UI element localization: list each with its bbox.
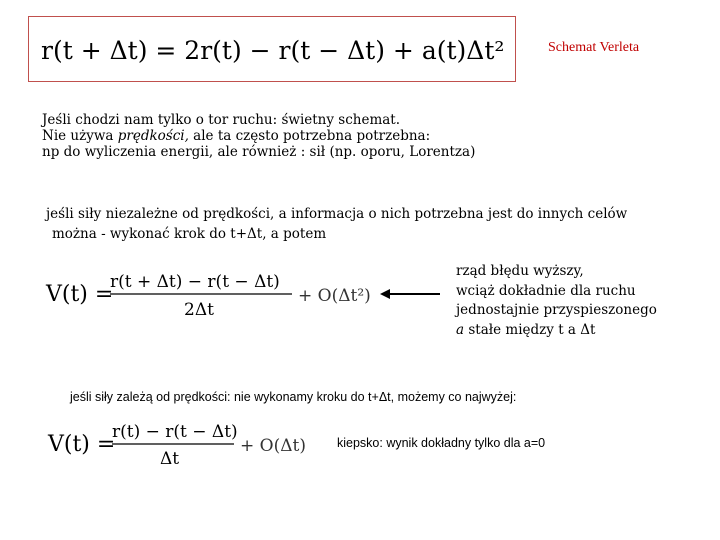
central-note-line-1: rząd błędu wyższy, <box>456 263 584 279</box>
velocity-line-1: jeśli siły niezależne od prędkości, a informacja o nich potrzebna jest do innych celów <box>46 206 628 222</box>
velocity-line-2: można - wykonać krok do t+Δt, a potem <box>52 226 327 242</box>
intro-line-1: Jeśli chodzi nam tylko o tor ruchu: świetny schemat. <box>42 112 401 128</box>
backward-numerator: r(t) − r(t − Δt) <box>112 422 238 442</box>
backward-note: kiepsko: wynik dokładny tylko dla a=0 <box>337 436 546 450</box>
velocity-paragraph <box>46 204 627 244</box>
intro-line-2-post: ale ta często potrzebna potrzebna: <box>188 128 431 144</box>
central-difference-equation <box>40 262 380 326</box>
intro-line-2 <box>42 128 475 144</box>
central-note-line-4-post: stałe między t a Δt <box>464 321 596 338</box>
intro-paragraph <box>42 112 475 160</box>
intro-line-2-italic: prędkości, <box>117 128 189 144</box>
velocity-dependent-paragraph: jeśli siły zależą od prędkości: nie wykonamy kroku do t+Δt, możemy co najwyżej: <box>70 390 517 404</box>
intro-line-3: np do wyliczenia energii, ale również : sił (np. oporu, Lorentza) <box>42 144 476 160</box>
backward-lhs: V(t) = <box>48 432 116 457</box>
central-note-line-2: wciąż dokładnie dla ruchu <box>456 282 636 299</box>
central-note <box>456 262 657 340</box>
arrow-left-icon <box>380 288 442 304</box>
central-error-term: + O(Δt²) <box>298 286 371 306</box>
central-lhs: V(t) = <box>46 282 114 307</box>
backward-denominator: Δt <box>160 449 180 469</box>
verlet-formula-box <box>28 16 516 82</box>
verlet-formula-text: r(t + Δt) = 2r(t) − r(t − Δt) + a(t)Δt² <box>41 36 505 65</box>
central-note-line-3: jednostajnie przyspieszonego <box>456 302 657 318</box>
central-numerator: r(t + Δt) − r(t − Δt) <box>110 272 280 292</box>
backward-error-term: + O(Δt) <box>240 436 306 456</box>
central-denominator: 2Δt <box>184 300 214 320</box>
intro-line-2-pre: Nie używa <box>42 128 118 144</box>
verlet-formula <box>29 17 516 82</box>
verlet-title: Schemat Verleta <box>548 40 640 55</box>
central-note-line-4-italic: a <box>456 321 465 338</box>
central-note-line-4 <box>456 321 657 341</box>
backward-difference-equation <box>40 418 320 474</box>
